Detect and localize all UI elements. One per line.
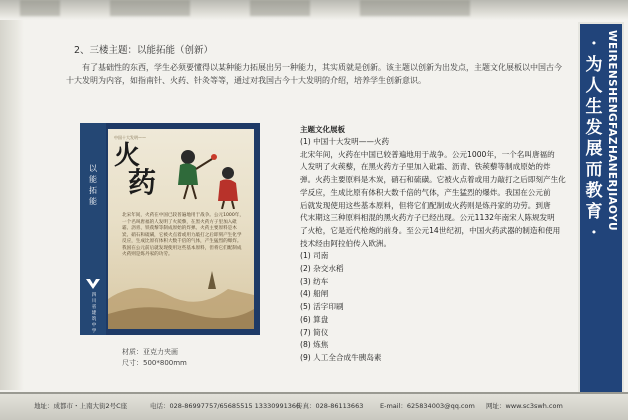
poster-school-name: 四川省建筑中学 [91, 293, 97, 334]
footer-fax: 传真：028-86113663 [296, 402, 364, 410]
poster-image [80, 123, 260, 335]
theme-line: (9) 人工全合成牛胰岛素 [300, 352, 382, 362]
theme-line: (1) 中国十大发明——火药 [300, 137, 390, 146]
left-decorative-column [0, 20, 24, 390]
poster-paper [108, 129, 254, 329]
banner-pinyin-wrap [606, 30, 620, 392]
theme-line: 人发明了火蒺藜，在黑火药方子里加入砒霜、沥青、铁蒺藜等制成原始的炸 [300, 162, 551, 172]
poster-sidebar [80, 123, 106, 335]
top-decorative-strip [0, 0, 628, 20]
theme-line: (5) 活字印刷 [300, 302, 344, 312]
footer-email[interactable]: E-mail：625834003@qq.com [380, 402, 475, 410]
caption-size: 尺寸：500*800mm [122, 359, 187, 367]
banner-title: ·为人生发展而教育· [585, 34, 603, 243]
theme-body [300, 136, 572, 365]
theme-line: 学反应，生成比原有体积大数千倍的气体，产生猛烈的爆炸。我国在公元前 [300, 187, 551, 197]
theme-line: 北宋年间，火药在中国已较普遍地用于战争。公元1000年，一个名叫唐福的 [300, 149, 555, 159]
caption-material: 材质：亚克力夹画 [122, 348, 178, 356]
theme-line: (6) 算盘 [300, 314, 329, 324]
theme-line: (1) 司南 [300, 251, 329, 261]
poster-char-yao: 药 [128, 166, 157, 199]
theme-line: 弹。火药主要原料是木炭，硝石和硫磺。它被火点着或用力敲打之后即刻产生化 [300, 175, 566, 185]
section-title: 2、三楼主题：以能拓能（创新） [74, 45, 214, 56]
theme-line: (3) 纺车 [300, 276, 329, 286]
theme-line: 了火枪，它是近代枪炮的前身。至公元14世纪初，中国火药武器的制造和使用 [300, 225, 561, 235]
firecracker-figures-illustration [168, 139, 252, 209]
footer-phone: 电话：028-86997757/65685515 13330991366 [150, 402, 301, 410]
vertical-banner [578, 22, 624, 398]
footer-address: 地址：成都市・上南大街2号C座 [34, 402, 128, 410]
poster-sidebar-label: 以能拓能 [89, 164, 97, 206]
footer-website[interactable]: 网址：www.sc3swh.com [486, 402, 563, 410]
poster-landscape [108, 259, 254, 329]
theme-title: 主题文化展板 [300, 125, 345, 134]
theme-line: (8) 炼焦 [300, 340, 329, 350]
poster-body-text: 北宋年间，火药在中国已较普遍地用于战争。公元1000年，一个名叫唐福的人发明了火蒺藜，在黑火药方子里加入砒霜、沥青、铁蒺藜等制成原始的炸弹。火药主要原料是木炭、硝石和硫磺，它被火点着或用力敲打之后即刻产生化学反应，生成比原有体积大数千倍的气体，产生猛烈的爆炸。我国在公元前后就发现使用这些基本原料，但将它们配制成火药则是炼丹家的功劳。 [122, 213, 244, 257]
footer-rule [0, 392, 628, 394]
theme-line: 后就发现使用这些基本原料，但将它们配制成火药则是炼丹家的功劳。到唐 [300, 200, 551, 210]
poster-subtitle: 中国十大发明—— [114, 135, 146, 140]
theme-line: 技术经由阿拉伯传入欧洲。 [300, 238, 392, 248]
school-logo-icon [85, 277, 101, 291]
theme-line: (4) 船闸 [300, 289, 329, 299]
section-intro: 有了基础性的东西，学生必须要懂得以某种能力拓展出另一种能力，其实质就是创新。该主题以创新为出发点，主题文化展板以中国古今十大发明为内容，如指南针、火药、针灸等等，通过对我国古今十大发明的介绍，培养学生创新意识。 [66, 63, 562, 85]
theme-line: (2) 杂交水稻 [300, 264, 344, 274]
theme-line: (7) 简仪 [300, 327, 329, 337]
poster-char-huo: 火 [114, 141, 141, 171]
banner-pinyin: WEIRENSHENGFAZHANERJIAOYU [606, 30, 618, 231]
theme-line: 代末期这三种原料相混的黑火药方子已经出现。公元1132年南宋人陈规发明 [300, 213, 555, 223]
footer-bar [0, 392, 628, 420]
